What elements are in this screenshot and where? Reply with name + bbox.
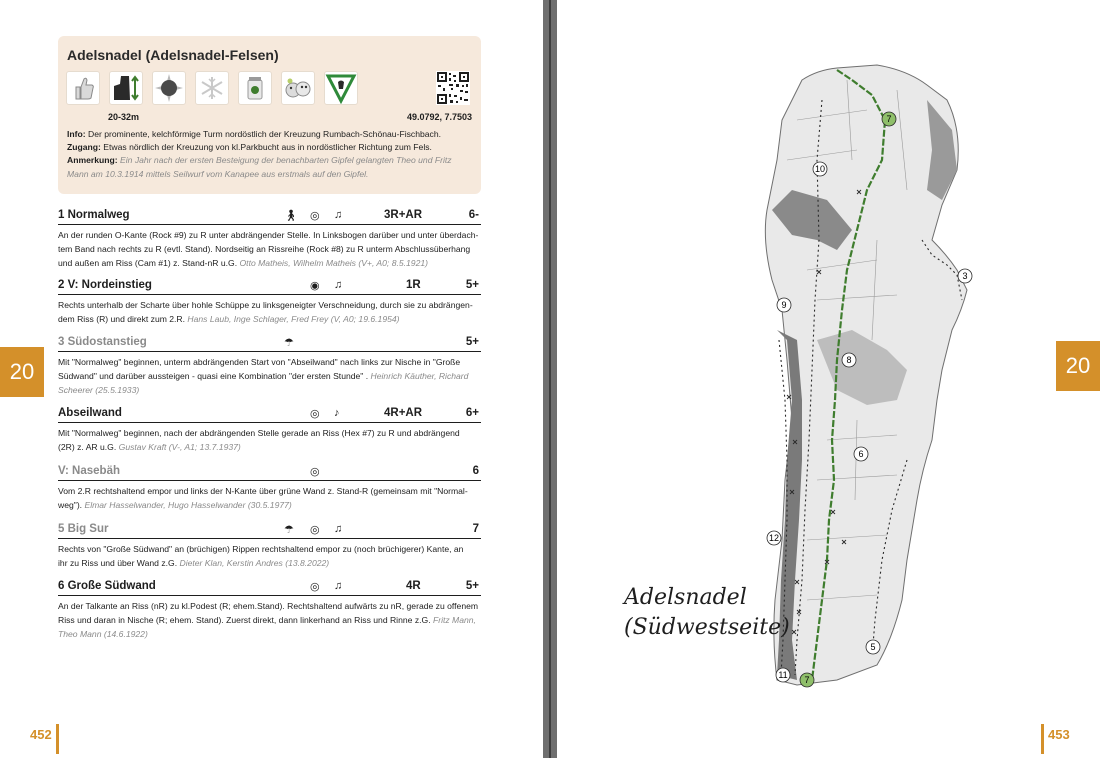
marker-10	[813, 162, 827, 176]
marker-5	[866, 640, 880, 654]
crag-title: Adelsnadel (Adelsnadel-Felsen)	[67, 47, 279, 63]
route-name: Abseilwand	[58, 407, 122, 419]
route-grade: 5+	[465, 580, 479, 592]
route-name: 6 Große Südwand	[58, 580, 156, 592]
route-nordeinstieg	[58, 277, 481, 326]
route-bolts: 1R	[406, 279, 421, 291]
route-normalweg	[58, 207, 481, 270]
hiker-icon: 🚶︎	[284, 210, 298, 222]
first-ascent: Hans Laub, Inge Schlager, Fred Frey (V, A0; 19.6.1954)	[187, 314, 400, 324]
page-number-bar	[56, 724, 59, 754]
topo-drawing	[757, 40, 987, 700]
page-number-right: 453	[1048, 727, 1070, 742]
svg-text:12: 12	[768, 533, 780, 543]
thumbs-up-icon	[66, 71, 100, 105]
compass-icon	[152, 71, 186, 105]
topo-title: Adelsnadel (Südwestseite)	[624, 585, 790, 640]
rappel-icon: ♪	[334, 407, 340, 419]
book-spine-line	[549, 0, 551, 758]
marker-8	[842, 353, 856, 367]
route-grade: 6+	[465, 407, 479, 419]
snail-icon: ◎	[310, 581, 320, 593]
route-name: 1 Normalweg	[58, 209, 130, 221]
left-page	[0, 0, 543, 758]
snail-icon: ◎	[310, 524, 320, 536]
svg-text:7: 7	[804, 675, 810, 685]
svg-text:7: 7	[886, 114, 892, 124]
svg-text:5: 5	[870, 642, 876, 652]
snail-icon: ◎	[310, 210, 320, 222]
first-ascent: Otto Matheis, Wilhelm Matheis (V+, A0; 8.5.1921)	[239, 258, 429, 268]
marker-7-top	[882, 112, 896, 126]
chapter-tab-right: 20	[1056, 341, 1100, 391]
route-bolts: 4R	[406, 580, 421, 592]
note-line: Anmerkung: Ein Jahr nach der ersten Besteigung der benachbarten Gipfel gelangten Theo und Fritz	[67, 155, 452, 165]
route-abseilwand	[58, 405, 481, 454]
route-description: Rechts unterhalb der Scharte über hohle Schüppe zu linksgeneigter Verschneidung, durch sie zu abdrängen- dem Riss (R) und direkt zum 2.R. Hans Laub, Inge Schlager, Fred Frey (V, A0; 19.6.1954)	[58, 300, 473, 324]
crag-height: 20-32m	[108, 112, 140, 122]
rappel-icon: ♫	[334, 580, 343, 592]
route-grade: 5+	[465, 336, 479, 348]
svg-text:9: 9	[781, 300, 787, 310]
crag-info-box	[58, 36, 481, 194]
snail-icon: ◎	[310, 466, 320, 478]
first-ascent: Dieter Klan, Kerstin Andres (13.8.2022)	[179, 558, 330, 568]
marker-12	[767, 531, 781, 545]
route-bolts: 3R+AR	[384, 209, 423, 221]
route-description: Mit "Normalweg" beginnen, unterm abdrängenden Start von "Abseilwand" nach links zur Nische in "Große Südwand" und darüber aussteigen - quasi eine Kombination "der ersten Stunde" . Heinrich Käuther, Richard Scheerer (25.5.1933)	[58, 357, 469, 395]
route-name: 5 Big Sur	[58, 523, 109, 535]
first-ascent: Heinrich Käuther, Richard Scheerer (25.5.1933)	[58, 371, 469, 395]
info-line: Info: Der prominente, kelchförmige Turm nordöstlich der Kreuzung Rumbach-Schönau-Fischbach.	[67, 129, 442, 139]
route-grade: 7	[472, 523, 479, 535]
marker-7-bottom	[800, 673, 814, 687]
access-line: Zugang: Etwas nördlich der Kreuzung von kl.Parkbucht aus in nordöstlicher Richtung zum Fels.	[67, 142, 432, 152]
route-grade: 5+	[465, 279, 479, 291]
mushroom-icon: ☂	[284, 524, 294, 536]
page-number-bar	[1041, 724, 1044, 754]
animals-icon	[281, 71, 315, 105]
plant-jar-icon	[238, 71, 272, 105]
route-grade: 6-	[468, 209, 479, 221]
rappel-icon: ♫	[334, 209, 343, 221]
page-number-left: 452	[30, 727, 52, 742]
svg-text:11: 11	[778, 670, 788, 680]
marker-3	[958, 269, 972, 283]
first-ascent: Gustav Kraft (V-, A1; 13.7.1937)	[118, 442, 241, 452]
snowflake-icon	[195, 71, 229, 105]
route-description: Rechts von "Große Südwand" an (brüchigen) Rippen rechtshaltend empor zu (noch brüchigerer) Kante, an ihr zu Riss und über Wand z.G. Dieter Klan, Kerstin Andres (13.8.2022)	[58, 544, 464, 568]
route-description: An der Talkante an Riss (nR) zu kl.Podest (R; ehem.Stand). Rechtshaltend aufwärts zu nR, gerade zu offenem Riss und daran in Nische (R; ehem. Stand). Zuerst direkt, dann linkerhand an Riss und Rinne z.G. Fritz Mann, Theo Mann (14.6.1922)	[58, 601, 479, 639]
crag-coordinates: 49.0792, 7.7503	[406, 112, 472, 122]
qr-code-icon[interactable]	[436, 71, 470, 105]
route-name: V: Nasebäh	[58, 465, 120, 477]
chapter-tab-left: 20	[0, 347, 44, 397]
first-ascent: Fritz Mann, Theo Mann (14.6.1922)	[58, 615, 476, 639]
route-big-sur	[58, 521, 481, 570]
first-ascent: Elmar Hasselwander, Hugo Hasselwander (30.5.1977)	[84, 500, 292, 510]
route-description: An der runden O-Kante (Rock #9) zu R unter abdrängender Stelle. In Linksbogen darüber und unter überdach- tem Band nach rechts zu R (evtl. Stand). Nordseitig an Rissreihe (Rock #8) zu R unterm Abschlussüberhang und außen am Riss (Cam #1) z. Stand-nR u.G. Otto Matheis, Wilhelm Matheis (V+, A0; 8.5.1921)	[58, 230, 479, 268]
route-grade: 6	[472, 465, 479, 477]
snail-icon: ◎	[310, 408, 320, 420]
rappel-icon: ♫	[334, 523, 343, 535]
route-grosse-suedwand	[58, 578, 481, 641]
marker-9	[777, 298, 791, 312]
marker-6	[854, 447, 868, 461]
route-suedostanstieg	[58, 334, 481, 397]
svg-text:10: 10	[814, 164, 826, 174]
svg-text:6: 6	[858, 449, 864, 459]
svg-text:3: 3	[962, 271, 968, 281]
rappel-icon: ♫	[334, 279, 343, 291]
marker-11	[776, 668, 790, 682]
route-name: 2 V: Nordeinstieg	[58, 279, 152, 291]
route-bolts: 4R+AR	[384, 407, 423, 419]
route-description: Mit "Normalweg" beginnen, nach der abdrängenden Stelle gerade an Riss (Hex #7) zu R und abdrängend (2R) z. AR u.G. Gustav Kraft (V-, A1; 13.7.1937)	[58, 428, 460, 452]
tower-height-icon	[109, 71, 143, 105]
nature-reserve-icon	[324, 71, 358, 105]
route-nasebaeh	[58, 463, 481, 512]
route-name: 3 Südostanstieg	[58, 336, 147, 348]
route-description: Vom 2.R rechtshaltend empor und links der N-Kante über grüne Wand z. Stand-R (gemeinsam mit "Normal- weg"). Elmar Hasselwander, Hugo Hasselwander (30.5.1977)	[58, 486, 468, 510]
note-line-2: Mann am 10.3.1914 mittels Seilwurf vom Kanapee aus erstmals auf den Gipfel.	[67, 169, 369, 179]
spiral-icon: ◉	[310, 280, 320, 292]
mushroom-icon: ☂	[284, 337, 294, 349]
svg-text:8: 8	[846, 355, 852, 365]
